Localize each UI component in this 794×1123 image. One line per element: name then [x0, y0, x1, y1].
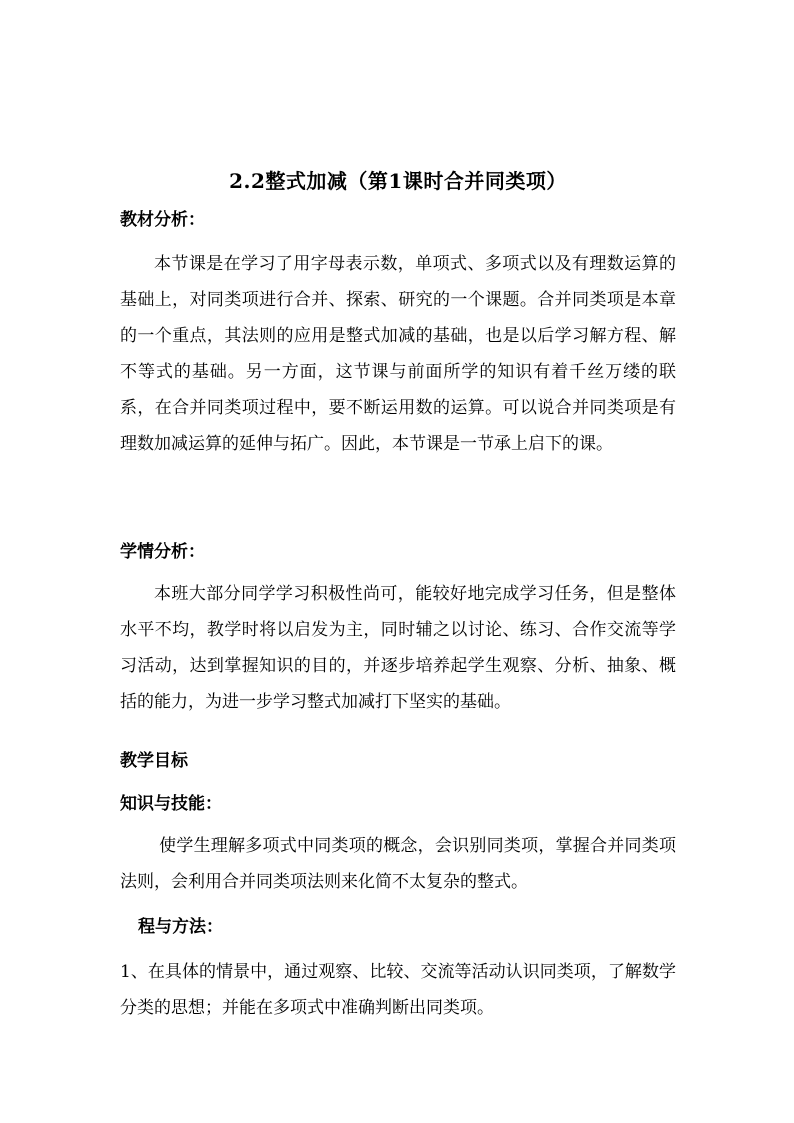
paragraph-knowledge-skills: 使学生理解多项式中同类项的概念，会识别同类项，掌握合并同类项法则，会利用合并同类项法则来化简不太复杂的整式。: [120, 836, 676, 892]
paragraph-textbook-analysis: 本节课是在学习了用字母表示数，单项式、多项式以及有理数运算的基础上，对同类项进行合并、探索、研究的一个课题。合并同类项是本章的一个重点，其法则的应用是整式加减的基础，也是以后学习解方程、解不等式的基础。另一方面，这节课与前面所学的知识有着千丝万缕的联系，在合并同类项过程中，要不断运用数的运算。可以说合并同类项是有理数加减运算的延伸与拓广。因此，本节课是一节承上启下的课。: [120, 254, 676, 454]
document-title: 2.2整式加减（第1课时合并同类项）: [229, 169, 567, 193]
paragraph-student-analysis: 本班大部分同学学习积极性尚可，能较好地完成学习任务，但是整体水平不均，教学时将以启发为主，同时辅之以讨论、练习、合作交流等学习活动，达到掌握知识的目的，并逐步培养起学生观察、分析、抽象、概括的能力，为进一步学习整式加减打下坚实的基础。: [120, 584, 676, 712]
heading-teaching-goals: 教学目标: [120, 751, 188, 771]
heading-textbook-analysis: 教材分析：: [120, 210, 205, 230]
paragraph-process-methods-item-1: 1、在具体的情景中，通过观察、比较、交流等活动认识同类项，了解数学分类的思想；并能在多项式中准确判断出同类项。: [120, 962, 676, 1018]
heading-student-analysis: 学情分析：: [120, 542, 205, 562]
heading-knowledge-skills: 知识与技能：: [120, 794, 222, 814]
heading-process-methods: 程与方法：: [138, 917, 223, 937]
